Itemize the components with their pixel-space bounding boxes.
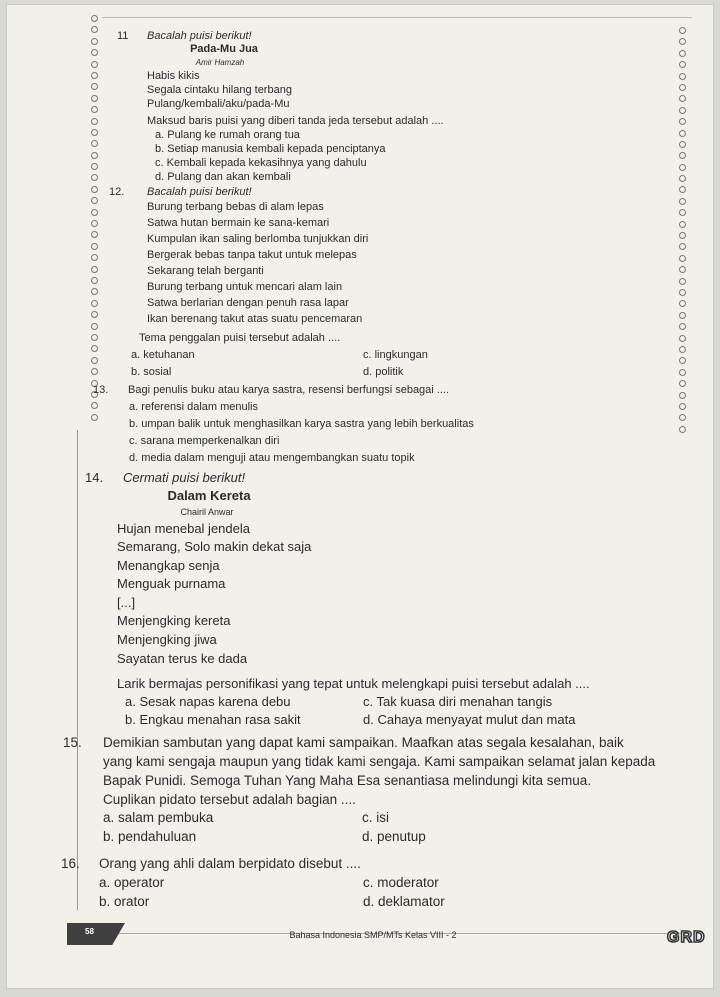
binder-ring (91, 140, 98, 147)
option-b[interactable]: b. sosial (131, 366, 172, 378)
option-a[interactable]: a. referensi dalam menulis (129, 401, 259, 413)
binder-ring (679, 118, 686, 125)
poem-author: Amir Hamzah (195, 58, 245, 67)
option-d[interactable]: d. Cahaya menyayat mulut dan mata (363, 712, 576, 727)
binder-ring (91, 368, 98, 375)
binder-ring (91, 174, 98, 181)
binder-ring (91, 152, 98, 159)
option-a[interactable]: a. salam pembuka (103, 810, 214, 825)
binder-ring (91, 197, 98, 204)
poem-line: Sekarang telah berganti (147, 265, 264, 277)
speech-line: Demikian sambutan yang dapat kami sampaikan. Maafkan atas segala kesalahan, baik (103, 735, 624, 750)
binder-ring (679, 175, 686, 182)
binder-ring (679, 392, 686, 399)
margin-rule (77, 430, 78, 910)
binder-ring (679, 323, 686, 330)
binder-ring (679, 369, 686, 376)
binder-ring (679, 186, 686, 193)
poem-line: Semarang, Solo makin dekat saja (117, 539, 312, 554)
question-text: Orang yang ahli dalam berpidato disebut .... (99, 856, 361, 871)
binder-ring (679, 84, 686, 91)
binder-ring (679, 300, 686, 307)
poem-line: Burung terbang untuk mencari alam lain (147, 281, 343, 293)
binder-ring (679, 27, 686, 34)
binder-ring (91, 334, 98, 341)
binder-ring (91, 311, 98, 318)
binder-ring (91, 95, 98, 102)
binder-ring (679, 335, 686, 342)
binder-ring (679, 312, 686, 319)
option-c[interactable]: c. moderator (363, 875, 439, 890)
binder-ring (91, 49, 98, 56)
poem-line: Sayatan terus ke dada (117, 651, 248, 666)
binder-ring (679, 426, 686, 433)
binder-ring (679, 130, 686, 137)
binder-ring (679, 209, 686, 216)
binder-ring (679, 38, 686, 45)
question-number: 13. (93, 384, 109, 396)
binder-ring (679, 61, 686, 68)
poem-line: Menjengking jiwa (117, 632, 217, 647)
top-rule (102, 17, 692, 18)
binder-ring (91, 118, 98, 125)
option-d[interactable]: d. penutup (362, 829, 426, 844)
question-number: 12. (109, 186, 125, 198)
binder-ring (91, 163, 98, 170)
binder-rings-right (679, 27, 693, 437)
binder-ring (679, 243, 686, 250)
poem-line: Kumpulan ikan saling berlomba tunjukkan diri (147, 233, 369, 245)
binder-ring (679, 50, 686, 57)
option-b[interactable]: b. pendahuluan (103, 829, 197, 844)
binder-ring (679, 255, 686, 262)
binder-ring (91, 15, 98, 22)
instruction: Bacalah puisi berikut! (147, 30, 252, 42)
binder-ring (679, 357, 686, 364)
option-b[interactable]: b. orator (99, 894, 150, 909)
binder-ring (91, 26, 98, 33)
binder-ring (91, 345, 98, 352)
binder-ring (91, 129, 98, 136)
poem-line: [...] (117, 595, 136, 610)
binder-ring (91, 402, 98, 409)
binder-rings-left (91, 15, 105, 425)
poem-line: Hujan menebal jendela (117, 521, 250, 536)
page-number-tab (67, 923, 125, 945)
binder-ring (91, 72, 98, 79)
poem-line: Menjengking kereta (117, 613, 231, 628)
binder-ring (91, 357, 98, 364)
question-text: Bagi penulis buku atau karya sastra, resensi berfungsi sebagai .... (128, 384, 450, 396)
instruction: Cermati puisi berikut! (123, 470, 246, 485)
poem-line: Segala cintaku hilang terbang (147, 84, 292, 96)
binder-ring (91, 231, 98, 238)
binder-ring (679, 380, 686, 387)
binder-ring (91, 220, 98, 227)
option-b[interactable]: b. Setiap manusia kembali kepada penciptanya (155, 143, 386, 155)
binder-ring (91, 254, 98, 261)
binder-ring (679, 73, 686, 80)
poem-title: Dalam Kereta (167, 488, 251, 503)
option-a[interactable]: a. Pulang ke rumah orang tua (155, 129, 300, 141)
binder-ring (91, 61, 98, 68)
poem-line: Pulang/kembali/aku/pada-Mu (147, 98, 290, 110)
question-number: 15. (63, 735, 82, 750)
publisher-logo: GRD (667, 929, 706, 946)
speech-line: yang kami sengaja maupun yang tidak kami sengaja. Kami sampaikan selamat jalan kepada (103, 754, 656, 769)
poem-author: Chairil Anwar (180, 507, 234, 517)
binder-ring (91, 323, 98, 330)
book-title: Bahasa Indonesia SMP/MTs Kelas VIII - 2 (289, 930, 457, 940)
binder-ring (91, 300, 98, 307)
option-c[interactable]: c. lingkungan (363, 349, 428, 361)
binder-ring (679, 278, 686, 285)
binder-ring (91, 106, 98, 113)
poem-line: Menangkap senja (117, 558, 220, 573)
poem-line: Burung terbang bebas di alam lepas (147, 201, 324, 213)
binder-ring (91, 277, 98, 284)
option-d[interactable]: d. media dalam menguji atau mengembangkan suatu topik (129, 452, 415, 464)
question-text: Maksud baris puisi yang diberi tanda jeda tersebut adalah .... (147, 115, 444, 127)
binder-ring (91, 38, 98, 45)
binder-ring (91, 288, 98, 295)
question-text: Cuplikan pidato tersebut adalah bagian .... (103, 792, 356, 807)
binder-ring (91, 243, 98, 250)
binder-ring (679, 266, 686, 273)
question-text: Tema penggalan puisi tersebut adalah .... (139, 332, 341, 344)
option-c[interactable]: c. isi (362, 810, 389, 825)
instruction: Bacalah puisi berikut! (147, 186, 252, 198)
binder-ring (91, 414, 98, 421)
poem-line: Menguak purnama (117, 576, 226, 591)
question-number: 14. (85, 470, 104, 485)
binder-ring (91, 83, 98, 90)
page-number: 58 (85, 927, 94, 936)
poem-line: Satwa berlarian dengan penuh rasa lapar (147, 297, 349, 309)
option-a[interactable]: a. ketuhanan (131, 349, 195, 361)
binder-ring (679, 232, 686, 239)
option-c[interactable]: c. Kembali kepada kekasihnya yang dahulu (155, 157, 367, 169)
binder-ring (679, 95, 686, 102)
question-text: Larik bermajas personifikasi yang tepat untuk melengkapi puisi tersebut adalah .... (117, 676, 590, 691)
poem-line: Habis kikis (147, 70, 200, 82)
binder-ring (679, 107, 686, 114)
speech-line: Bapak Punidi. Semoga Tuhan Yang Maha Esa senantiasa melindungi kita semua. (103, 773, 592, 788)
option-a[interactable]: a. operator (99, 875, 165, 890)
option-b[interactable]: b. Engkau menahan rasa sakit (125, 712, 301, 727)
option-c[interactable]: c. Tak kuasa diri menahan tangis (363, 694, 553, 709)
binder-ring (91, 186, 98, 193)
option-c[interactable]: c. sarana memperkenalkan diri (129, 435, 280, 447)
binder-ring (679, 289, 686, 296)
binder-ring (679, 414, 686, 421)
binder-ring (679, 164, 686, 171)
binder-ring (679, 346, 686, 353)
binder-ring (679, 141, 686, 148)
poem-line: Bergerak bebas tanpa takut untuk melepas (147, 249, 357, 261)
option-d[interactable]: d. Pulang dan akan kembali (155, 171, 291, 183)
poem-line: Ikan berenang takut atas suatu pencemaran (147, 313, 363, 325)
poem-title: Pada-Mu Jua (190, 43, 258, 55)
binder-ring (679, 152, 686, 159)
binder-ring (91, 266, 98, 273)
question-number: 16. (61, 856, 80, 871)
poem-line: Satwa hutan bermain ke sana-kemari (147, 217, 330, 229)
worksheet-page (6, 4, 714, 989)
binder-ring (679, 403, 686, 410)
binder-ring (679, 221, 686, 228)
option-d[interactable]: d. deklamator (363, 894, 445, 909)
option-a[interactable]: a. Sesak napas karena debu (125, 694, 291, 709)
option-d[interactable]: d. politik (363, 366, 404, 378)
question-number: 11 (117, 30, 129, 42)
binder-ring (91, 209, 98, 216)
binder-ring (679, 198, 686, 205)
option-b[interactable]: b. umpan balik untuk menghasilkan karya sastra yang lebih berkualitas (129, 418, 474, 430)
